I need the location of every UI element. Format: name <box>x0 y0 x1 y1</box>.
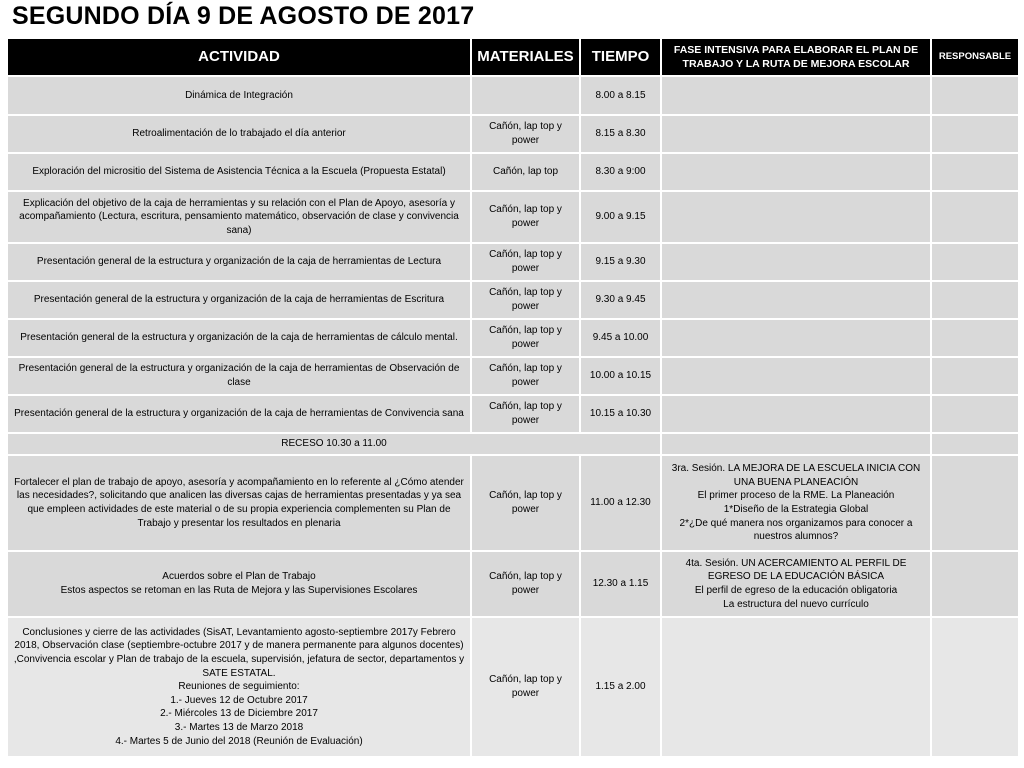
cell-fase <box>661 243 931 281</box>
cell-actividad: Exploración del micrositio del Sistema de Asistencia Técnica a la Escuela (Propuesta Estatal) <box>7 153 471 191</box>
cell-actividad: Presentación general de la estructura y organización de la caja de herramientas de cálculo mental. <box>7 319 471 357</box>
cell-responsable <box>931 433 1019 455</box>
table-row <box>7 319 1019 357</box>
cell-responsable <box>931 76 1019 115</box>
cell-materiales <box>471 76 580 115</box>
cell-tiempo: 1.15 a 2.00 <box>580 617 661 757</box>
cell-fase: 4ta. Sesión. UN ACERCAMIENTO AL PERFIL DE EGRESO DE LA EDUCACIÓN BÁSICA El perfil de egreso de la educación obligatoria La estructura del nuevo currículo <box>661 551 931 617</box>
cell-fase <box>661 191 931 243</box>
table-header-row <box>7 38 1019 76</box>
cell-responsable <box>931 395 1019 433</box>
cell-materiales: Cañón, lap top y power <box>471 357 580 395</box>
cell-materiales: Cañón, lap top y power <box>471 115 580 153</box>
page-title: SEGUNDO DÍA 9 DE AGOSTO DE 2017 <box>12 2 475 30</box>
cell-responsable <box>931 455 1019 551</box>
cell-actividad: Dinámica de Integración <box>7 76 471 115</box>
cell-materiales: Cañón, lap top <box>471 153 580 191</box>
cell-tiempo: 9.30 a 9.45 <box>580 281 661 319</box>
cell-tiempo: 9.00 a 9.15 <box>580 191 661 243</box>
cell-tiempo: 8.15 a 8.30 <box>580 115 661 153</box>
cell-fase <box>661 76 931 115</box>
receso-row <box>7 433 1019 455</box>
cell-actividad: Retroalimentación de lo trabajado el día anterior <box>7 115 471 153</box>
cell-responsable <box>931 243 1019 281</box>
cell-fase <box>661 433 931 455</box>
cell-fase: 3ra. Sesión. LA MEJORA DE LA ESCUELA INICIA CON UNA BUENA PLANEACIÓN El primer proceso de la RME. La Planeación 1*Diseño de la Estrategia Global 2*¿De qué manera nos organizamos para conocer a nuestros alumnos? <box>661 455 931 551</box>
table-row <box>7 191 1019 243</box>
cell-actividad: Presentación general de la estructura y organización de la caja de herramientas de Convivencia sana <box>7 395 471 433</box>
cell-materiales: Cañón, lap top y power <box>471 551 580 617</box>
table-row <box>7 551 1019 617</box>
cell-fase <box>661 319 931 357</box>
cell-materiales: Cañón, lap top y power <box>471 617 580 757</box>
table-row <box>7 281 1019 319</box>
cell-materiales: Cañón, lap top y power <box>471 243 580 281</box>
cell-actividad: Explicación del objetivo de la caja de herramientas y su relación con el Plan de Apoyo, asesoría y acompañamiento (Lectura, escritura, pensamiento matemático, observación de clase y convivencia sana) <box>7 191 471 243</box>
cell-tiempo: 9.15 a 9.30 <box>580 243 661 281</box>
cell-tiempo: 10.00 a 10.15 <box>580 357 661 395</box>
header-materiales: MATERIALES <box>471 38 580 76</box>
cell-fase <box>661 395 931 433</box>
cell-responsable <box>931 115 1019 153</box>
schedule-table <box>6 37 1020 758</box>
cell-fase <box>661 617 931 757</box>
cell-tiempo: 11.00 a 12.30 <box>580 455 661 551</box>
table-row <box>7 617 1019 757</box>
cell-actividad: Conclusiones y cierre de las actividades (SisAT, Levantamiento agosto-septiembre 2017y Febrero 2018, Observación clase (septiembre-octubre 2017 y de manera permanente para algunos docentes) ,Convivencia escolar y Plan de trabajo de la escuela, supervisión, jefatura de sector, departamentos y SATE ESTATAL. Reuniones de seguimiento: 1.- Jueves 12 de Octubre 2017 2.- Miércoles 13 de Diciembre 2017 3.- Martes 13 de Marzo 2018 4.- Martes 5 de Junio del 2018 (Reunión de Evaluación) <box>7 617 471 757</box>
cell-tiempo: 9.45 a 10.00 <box>580 319 661 357</box>
header-responsable: RESPONSABLE <box>931 38 1019 76</box>
cell-materiales: Cañón, lap top y power <box>471 455 580 551</box>
cell-responsable <box>931 153 1019 191</box>
table-row <box>7 243 1019 281</box>
cell-tiempo: 8.00 a 8.15 <box>580 76 661 115</box>
cell-actividad: Acuerdos sobre el Plan de Trabajo Estos aspectos se retoman en las Ruta de Mejora y las Supervisiones Escolares <box>7 551 471 617</box>
cell-responsable <box>931 551 1019 617</box>
table-row <box>7 357 1019 395</box>
cell-tiempo: 12.30 a 1.15 <box>580 551 661 617</box>
table-row <box>7 76 1019 115</box>
header-fase: FASE INTENSIVA PARA ELABORAR EL PLAN DE TRABAJO Y LA RUTA DE MEJORA ESCOLAR <box>661 38 931 76</box>
cell-materiales: Cañón, lap top y power <box>471 281 580 319</box>
cell-fase <box>661 281 931 319</box>
cell-fase <box>661 115 931 153</box>
cell-responsable <box>931 191 1019 243</box>
header-actividad: ACTIVIDAD <box>7 38 471 76</box>
cell-responsable <box>931 319 1019 357</box>
receso-cell: RECESO 10.30 a 11.00 <box>7 433 661 455</box>
table-row <box>7 115 1019 153</box>
cell-responsable <box>931 617 1019 757</box>
table-row <box>7 153 1019 191</box>
cell-fase <box>661 153 931 191</box>
cell-actividad: Fortalecer el plan de trabajo de apoyo, asesoría y acompañamiento en lo referente al ¿Cómo atender las necesidades?, solicitando que analicen las diversas cajas de herramientas presentadas y ya sea que empleen actividades de este material o de su propia experiencia complementen su Plan de Trabajo y presentar los resultados en plenaria <box>7 455 471 551</box>
cell-materiales: Cañón, lap top y power <box>471 191 580 243</box>
cell-tiempo: 8.30 a 9:00 <box>580 153 661 191</box>
cell-fase <box>661 357 931 395</box>
cell-tiempo: 10.15 a 10.30 <box>580 395 661 433</box>
cell-actividad: Presentación general de la estructura y organización de la caja de herramientas de Escritura <box>7 281 471 319</box>
table-row <box>7 455 1019 551</box>
cell-actividad: Presentación general de la estructura y organización de la caja de herramientas de Lectura <box>7 243 471 281</box>
cell-materiales: Cañón, lap top y power <box>471 395 580 433</box>
header-tiempo: TIEMPO <box>580 38 661 76</box>
cell-responsable <box>931 357 1019 395</box>
cell-responsable <box>931 281 1019 319</box>
table-row <box>7 395 1019 433</box>
cell-actividad: Presentación general de la estructura y organización de la caja de herramientas de Observación de clase <box>7 357 471 395</box>
cell-materiales: Cañón, lap top y power <box>471 319 580 357</box>
